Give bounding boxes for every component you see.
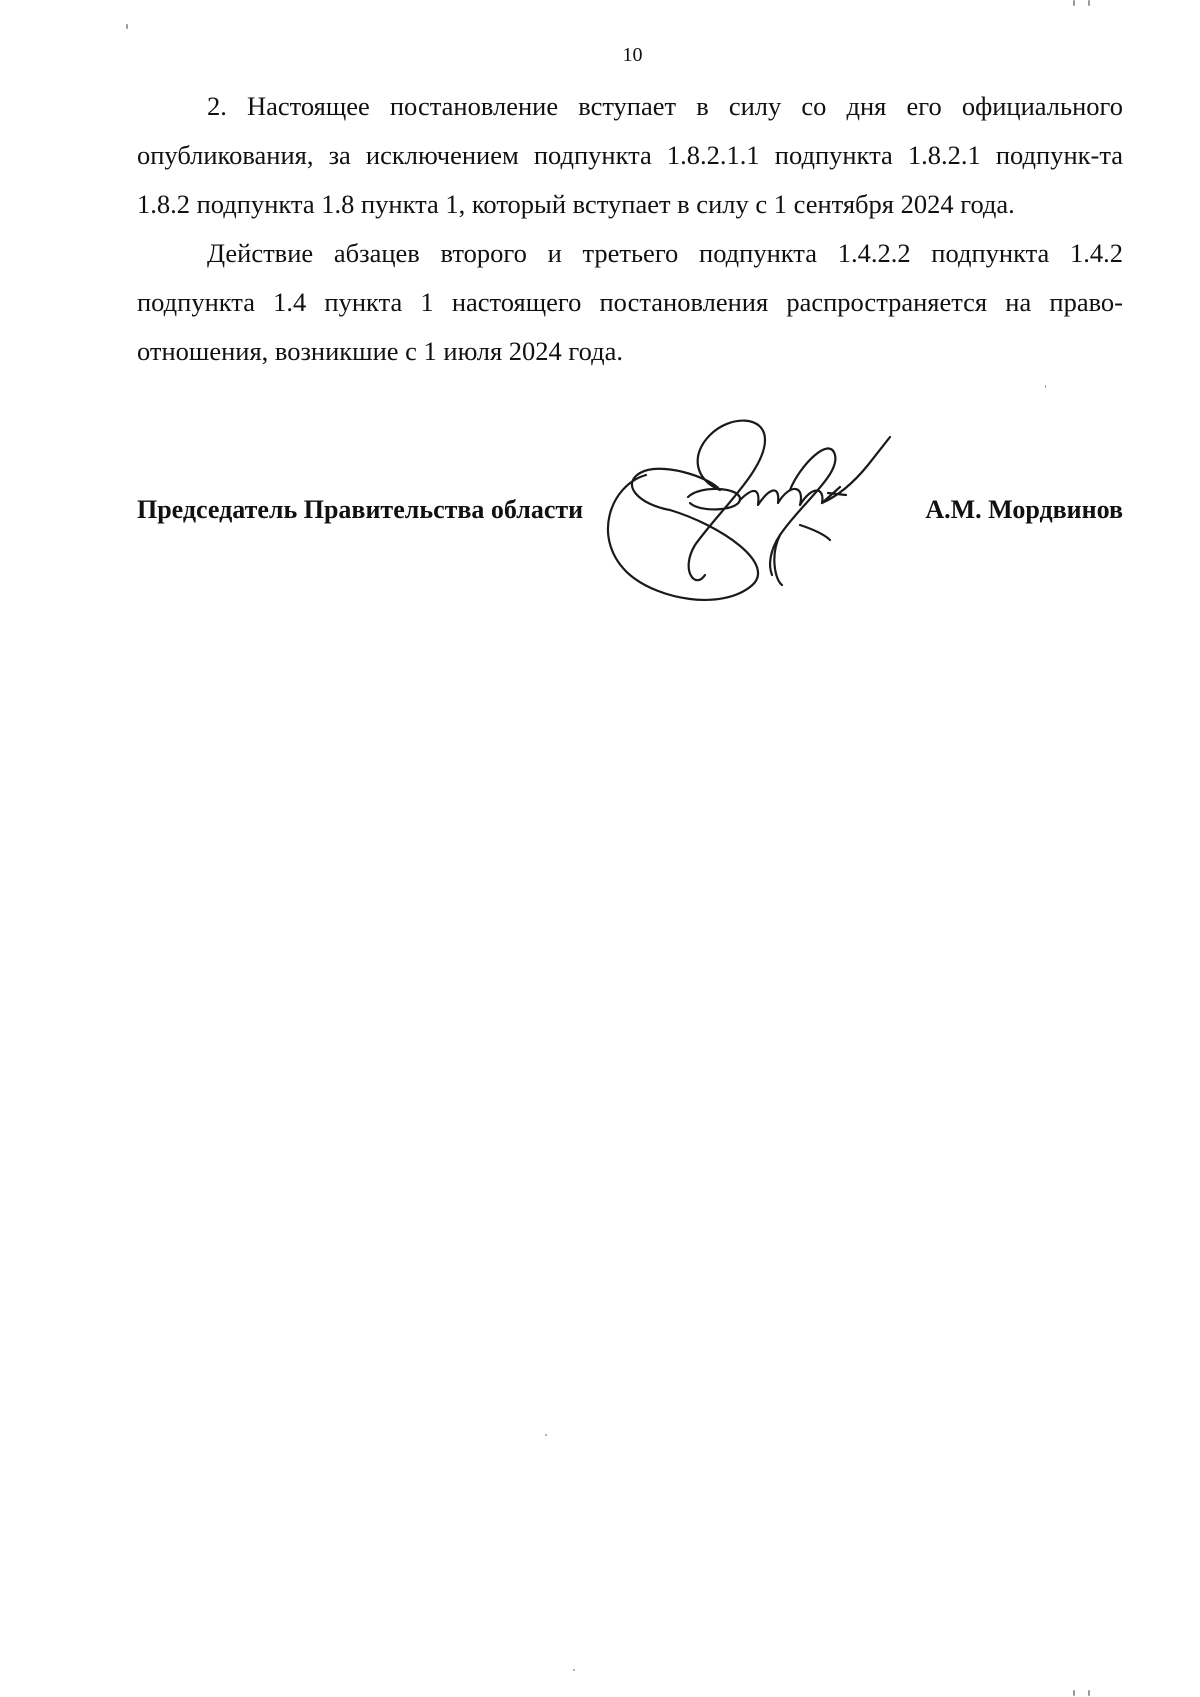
scan-speck (1088, 1690, 1090, 1696)
scan-speck (545, 1434, 547, 1436)
scan-speck (1073, 1690, 1075, 1696)
signer-title: Председатель Правительства области (137, 495, 584, 524)
signer-name: А.М. Мордвинов (925, 495, 1123, 524)
paragraph-legal-relations: Действие абзацев второго и третьего подпункта 1.4.2.2 подпункта 1.4.2 подпункта 1.4 пункта 1 настоящего постановления распространяется на право-отношения, возникшие с 1 июля 2024 года. (137, 238, 1123, 366)
scan-speck (1088, 0, 1090, 6)
scan-speck (573, 1669, 575, 1671)
scan-speck (1073, 0, 1075, 6)
scan-speck (1045, 385, 1046, 388)
paragraph-effective-date: 2. Настоящее постановление вступает в силу со дня его официального опубликования, за исключением подпункта 1.8.2.1.1 подпункта 1.8.2.1 подпунк-та 1.8.2 подпункта 1.8 пункта 1, который вступает в силу с 1 сентября 2024 года. (137, 91, 1123, 219)
page-number: 10 (622, 44, 643, 66)
document-body (137, 82, 1123, 376)
scan-speck (126, 24, 128, 29)
handwritten-signature (600, 415, 960, 615)
